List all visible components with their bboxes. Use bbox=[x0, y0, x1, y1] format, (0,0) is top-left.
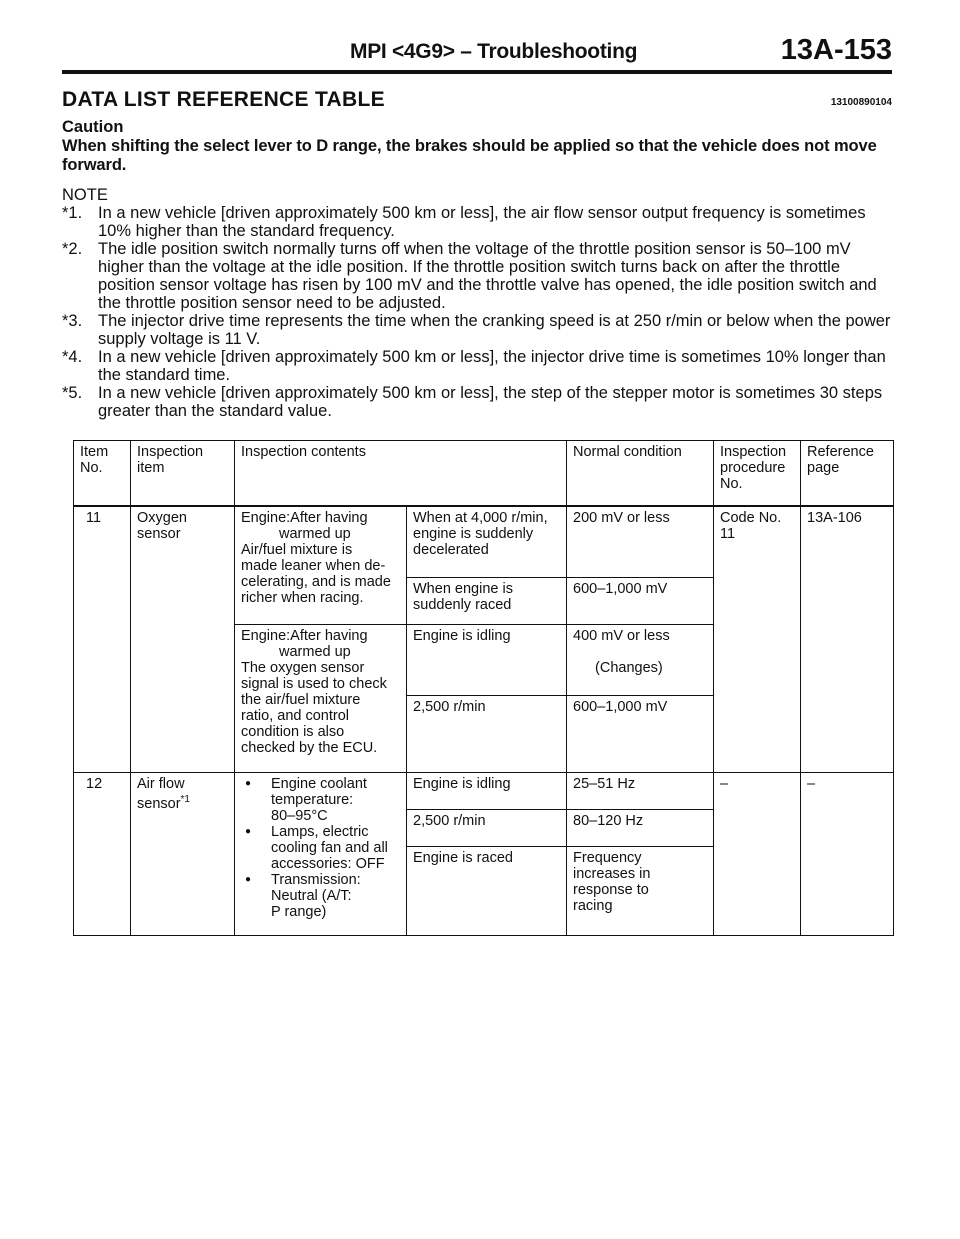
normal-condition-cell: Frequency increases in response to racing bbox=[567, 847, 714, 936]
note-mark: *3. bbox=[62, 312, 83, 330]
contents-description: The oxygen sensor signal is used to check the air/fuel mixture ratio, and control condition is also checked by the ECU. bbox=[241, 660, 387, 756]
contents-title: Engine:After having bbox=[241, 628, 368, 644]
caution-heading: Caution bbox=[62, 118, 124, 136]
normal-condition-cell bbox=[567, 625, 714, 696]
note-mark: *4. bbox=[62, 348, 83, 366]
note-mark: *2. bbox=[62, 240, 83, 258]
item-no-cell bbox=[74, 506, 131, 773]
bullet-item: ● Lamps, electric cooling fan and all accessories: OFF bbox=[241, 824, 400, 872]
header-inspection-item: Inspection item bbox=[131, 441, 235, 507]
procedure-cell: – bbox=[714, 773, 801, 936]
item-no: 12 bbox=[86, 776, 103, 792]
notes-block bbox=[62, 186, 894, 420]
note-mark: *1. bbox=[62, 204, 83, 222]
header-item-no: Item No. bbox=[74, 441, 131, 507]
note-text: The injector drive time represents the time when the cranking speed is at 250 r/min or below when the power supply voltage is 11 V. bbox=[98, 312, 891, 348]
caution-text: When shifting the select lever to D range, the brakes should be applied so that the vehicle does not move forward. bbox=[62, 137, 877, 174]
normal-value-note: (Changes) bbox=[595, 660, 663, 676]
table-row bbox=[74, 506, 894, 578]
item-no-cell bbox=[74, 773, 131, 936]
note-item bbox=[62, 240, 894, 312]
inspection-contents-cell bbox=[235, 506, 407, 625]
note-heading: NOTE bbox=[62, 186, 108, 204]
note-text: In a new vehicle [driven approximately 500 km or less], the air flow sensor output frequency is sometimes 10% higher than the standard frequency. bbox=[98, 204, 866, 240]
note-reference-mark: *1 bbox=[180, 794, 190, 805]
note-item bbox=[62, 348, 894, 384]
caution-block bbox=[62, 118, 892, 175]
condition-cell: 2,500 r/min bbox=[407, 810, 567, 847]
header-title: MPI <4G9> – Troubleshooting bbox=[350, 40, 638, 63]
item-name-line2 bbox=[137, 792, 228, 812]
note-mark: *5. bbox=[62, 384, 83, 402]
condition-cell: Engine is raced bbox=[407, 847, 567, 936]
header-reference-page: Reference page bbox=[801, 441, 894, 507]
bullet-item: ● Transmission: Neutral (A/T: P range) bbox=[241, 872, 400, 920]
note-item bbox=[62, 204, 894, 240]
normal-condition-cell: 600–1,000 mV bbox=[567, 696, 714, 773]
inspection-item-cell: Oxygen sensor bbox=[131, 506, 235, 773]
header-rule bbox=[62, 70, 892, 74]
header-procedure-no: Inspection procedure No. bbox=[714, 441, 801, 507]
note-text: In a new vehicle [driven approximately 500 km or less], the step of the stepper motor is sometimes 30 steps greater than the standard value. bbox=[98, 384, 883, 420]
normal-condition-cell: 600–1,000 mV bbox=[567, 578, 714, 625]
normal-condition-cell: 80–120 Hz bbox=[567, 810, 714, 847]
inspection-item-cell bbox=[131, 773, 235, 936]
condition-cell: When engine is suddenly raced bbox=[407, 578, 567, 625]
contents-warmed-up: warmed up bbox=[279, 644, 351, 660]
condition-cell: Engine is idling bbox=[407, 773, 567, 810]
inspection-contents-cell bbox=[235, 773, 407, 936]
bullet-item: ● Engine coolant temperature: 80–95°C bbox=[241, 776, 400, 824]
condition-cell: When at 4,000 r/min, engine is suddenly decelerated bbox=[407, 506, 567, 578]
normal-condition-cell: 200 mV or less bbox=[567, 506, 714, 578]
contents-warmed-up: warmed up bbox=[279, 526, 351, 542]
inspection-contents-cell bbox=[235, 625, 407, 773]
condition-cell: Engine is idling bbox=[407, 625, 567, 696]
item-name-text: sensor bbox=[137, 795, 181, 812]
condition-cell: 2,500 r/min bbox=[407, 696, 567, 773]
procedure-cell: Code No. 11 bbox=[714, 506, 801, 773]
condition-bullet-list bbox=[241, 776, 400, 920]
section-title: DATA LIST REFERENCE TABLE bbox=[62, 88, 385, 111]
note-item bbox=[62, 384, 894, 420]
header-inspection-contents: Inspection contents bbox=[235, 441, 567, 507]
data-list-reference-table bbox=[73, 440, 894, 936]
header-normal-condition: Normal condition bbox=[567, 441, 714, 507]
item-no: 11 bbox=[86, 510, 102, 526]
page-header bbox=[60, 28, 892, 72]
note-text: The idle position switch normally turns off when the voltage of the throttle position sensor is 50–100 mV higher than the voltage at the idle position. If the throttle position switch turns back on after the throttle position sensor voltage has risen by 100 mV and the throttle valve has opened, the idle position switch and the throttle position sensor need to be adjusted. bbox=[98, 240, 877, 312]
page-number: 13A-153 bbox=[780, 34, 892, 66]
contents-title: Engine:After having bbox=[241, 510, 368, 526]
normal-condition-cell: 25–51 Hz bbox=[567, 773, 714, 810]
contents-description: Air/fuel mixture is made leaner when de- celerating, and is made richer when racing. bbox=[241, 542, 391, 606]
reference-cell: – bbox=[801, 773, 894, 936]
table-row bbox=[74, 773, 894, 810]
note-text: In a new vehicle [driven approximately 500 km or less], the injector drive time is sometimes 10% longer than the standard time. bbox=[98, 348, 886, 384]
normal-value: 400 mV or less bbox=[573, 628, 670, 644]
note-item bbox=[62, 312, 894, 348]
reference-cell: 13A-106 bbox=[801, 506, 894, 773]
table-header-row bbox=[74, 441, 894, 507]
document-code: 13100890104 bbox=[830, 97, 892, 108]
item-name: Air flow bbox=[137, 776, 185, 792]
